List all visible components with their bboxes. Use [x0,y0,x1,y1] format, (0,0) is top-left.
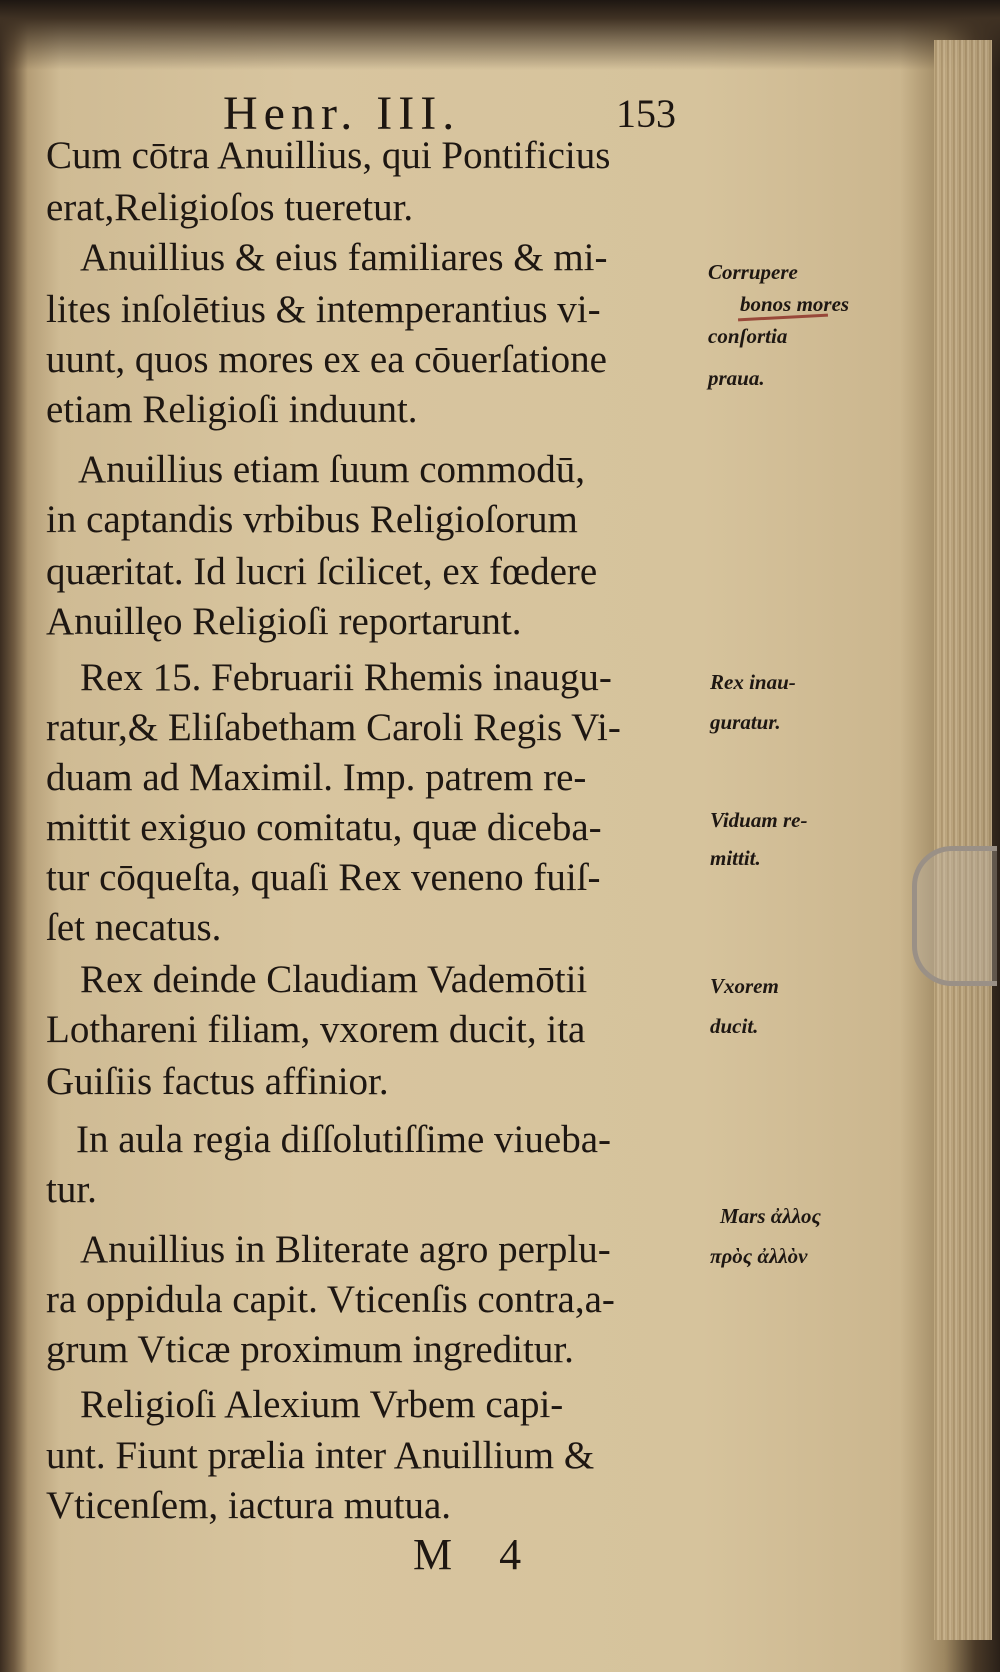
text-line: uunt, quos mores ex ea cōuerſatione [46,338,607,381]
marginal-note: Mars ἀλλος [720,1204,821,1228]
text-line: in captandis vrbibus Religioſorum [46,498,578,541]
text-line: Anuillius etiam ſuum commodū, [78,448,585,491]
page-number: 153 [616,91,676,136]
marginal-note: πρὸς ἀλλὸν [710,1244,808,1268]
text-line: Lothareni filiam, vxorem ducit, ita [46,1008,586,1051]
marginal-note: mittit. [710,846,761,870]
text-line: unt. Fiunt prælia inter Anuillium & [46,1434,595,1477]
book-page [18,40,898,1640]
text-line: lites inſolētius & intemperantius vi- [46,288,601,331]
text-line: In aula regia diſſolutiſſime viueba- [76,1118,611,1161]
page-fore-edge [934,40,992,1640]
text-line: Anuillius & eius familiares & mi- [80,236,608,279]
text-line: mittit exiguo comitatu, quæ diceba- [46,806,602,849]
marginal-note: conſortia [708,324,788,348]
marginal-note: Rex inau- [710,670,796,694]
text-line: Rex 15. Februarii Rhemis inaugu- [80,656,612,699]
marginal-note: Vxorem [710,974,779,998]
text-line: Anuillęo Religioſi reportarunt. [46,600,522,643]
marginal-note: praua. [708,366,765,390]
text-line: Guiſiis factus affinior. [46,1060,389,1103]
text-line: erat,Religioſos tueretur. [46,186,414,229]
text-line: Religioſi Alexium Vrbem capi- [80,1383,564,1426]
text-line: Vticenſem, iactura mutua. [46,1484,452,1527]
running-head: Henr. III. [223,87,461,140]
text-line: tur. [46,1168,97,1211]
text-line: Anuillius in Bliterate agro perplu- [80,1228,611,1271]
text-line: ra oppidula capit. Vticenſis contra,a- [46,1278,615,1321]
text-line: Rex deinde Claudiam Vademōtii [80,958,588,1001]
text-line: tur cōqueſta, quaſi Rex veneno fuiſ- [46,856,601,899]
signature-mark: M 4 [413,1530,540,1579]
marginal-note: ducit. [710,1014,759,1038]
text-line: duam ad Maximil. Imp. patrem re- [46,756,587,799]
book-clasp [912,846,997,986]
text-line: quæritat. Id lucri ſcilicet, ex fœdere [46,550,598,593]
marginal-note: Corrupere [708,260,798,284]
text-line: etiam Religioſi induunt. [46,388,418,431]
text-line: ſet necatus. [46,906,222,949]
marginal-note: guratur. [710,710,781,734]
text-line: ratur,& Eliſabetham Caroli Regis Vi- [46,706,621,749]
marginal-note: bonos mores [740,292,850,316]
marginal-note: Viduam re- [710,808,808,832]
text-line: Cum cōtra Anuillius, qui Pontificius [46,134,611,177]
text-line: grum Vticæ proximum ingreditur. [46,1328,574,1371]
